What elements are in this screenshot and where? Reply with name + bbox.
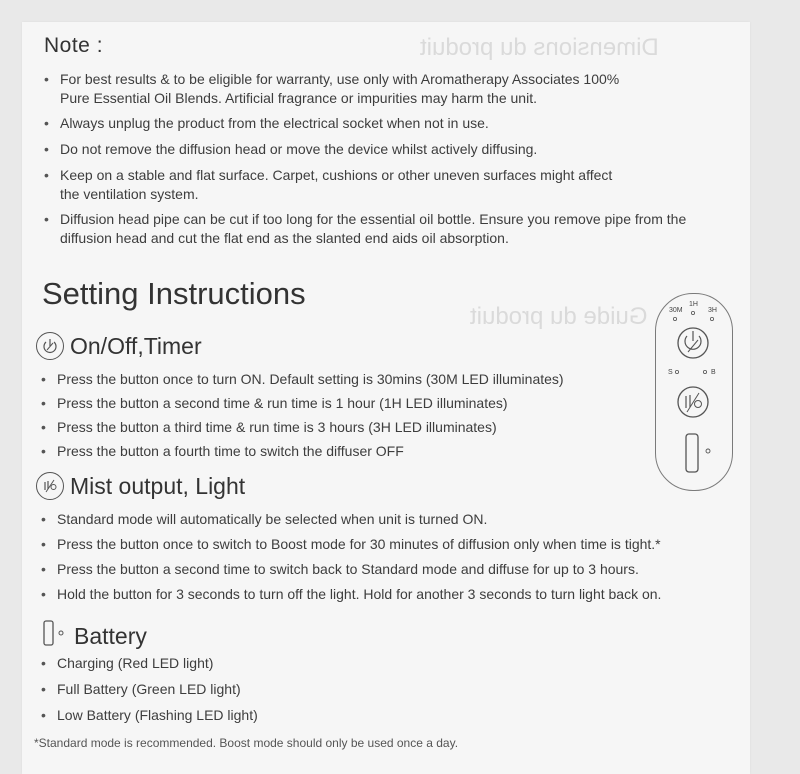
timer-item: • Press the button once to turn ON. Default setting is 30mins (30M LED illuminates) xyxy=(41,370,641,389)
led-s xyxy=(675,370,678,373)
timer-item: • Press the button a fourth time to switch the diffuser OFF xyxy=(41,442,641,461)
device-diagram xyxy=(655,293,733,491)
note-item: • Do not remove the diffusion head or move the device whilst actively diffusing. xyxy=(44,140,644,159)
ghost-heading-guide: Guide du produit xyxy=(470,303,648,330)
led-label-30m: 30M xyxy=(669,307,683,314)
battery-section-title xyxy=(42,619,147,653)
battery-item: • Full Battery (Green LED light) xyxy=(41,680,441,699)
mist-light-icon xyxy=(36,472,64,500)
timer-item: • Press the button a second time & run time is 1 hour (1H LED illuminates) xyxy=(41,394,641,413)
ghost-heading-dimensions: Dimensions du produit xyxy=(420,34,659,61)
note-item: • For best results & to be eligible for warranty, use only with Aromatherapy Associates 100% Pure Essential Oil Blends. Artificial fragrance or impurities may harm the unit. xyxy=(44,70,644,108)
battery-list xyxy=(41,654,441,725)
led-b xyxy=(703,370,706,373)
setting-instructions-title: Setting Instructions xyxy=(42,276,306,311)
led-3h xyxy=(710,317,713,320)
mist-item: • Standard mode will automatically be selected when unit is turned ON. xyxy=(41,510,761,529)
led-label-1h: 1H xyxy=(689,301,698,308)
mist-section-title xyxy=(36,472,245,500)
mist-list xyxy=(41,510,761,604)
battery-icon xyxy=(42,619,68,653)
timer-title-text: On/Off,Timer xyxy=(70,332,202,359)
battery-item: • Charging (Red LED light) xyxy=(41,654,441,673)
footnote: *Standard mode is recommended. Boost mode should only be used once a day. xyxy=(34,736,459,750)
note-item: • Diffusion head pipe can be cut if too long for the essential oil bottle. Ensure you remove pipe from the diffusion head and cut the flat end as the slanted end aids oil absorption. xyxy=(44,210,710,248)
battery-indicator xyxy=(686,434,698,472)
mist-item: • Press the button once to switch to Boost mode for 30 minutes of diffusion only when time is tight.* xyxy=(41,535,761,554)
timer-section-title xyxy=(36,332,202,360)
mist-item: • Hold the button for 3 seconds to turn off the light. Hold for another 3 seconds to turn light back on. xyxy=(41,585,761,604)
timer-list xyxy=(41,370,641,461)
battery-title-text: Battery xyxy=(74,622,147,649)
battery-item: • Low Battery (Flashing LED light) xyxy=(41,706,441,725)
note-title: Note : xyxy=(44,34,104,57)
note-item: • Keep on a stable and flat surface. Carpet, cushions or other uneven surfaces might affect the ventilation system. xyxy=(44,166,620,204)
device-diagram-graphics xyxy=(656,294,732,490)
mist-item: • Press the button a second time to switch back to Standard mode and diffuse for up to 3 hours. xyxy=(41,560,761,579)
mist-title-text: Mist output, Light xyxy=(70,472,246,499)
note-item: • Always unplug the product from the electrical socket when not in use. xyxy=(44,114,644,133)
note-list xyxy=(44,70,687,248)
led-label-b: B xyxy=(711,369,716,376)
timer-item: • Press the button a third time & run time is 3 hours (3H LED illuminates) xyxy=(41,418,641,437)
battery-led xyxy=(706,449,710,453)
power-timer-icon xyxy=(36,332,64,360)
led-label-3h: 3H xyxy=(708,307,717,314)
led-1h xyxy=(691,311,694,314)
led-label-s: S xyxy=(668,369,673,376)
led-30m xyxy=(673,317,676,320)
